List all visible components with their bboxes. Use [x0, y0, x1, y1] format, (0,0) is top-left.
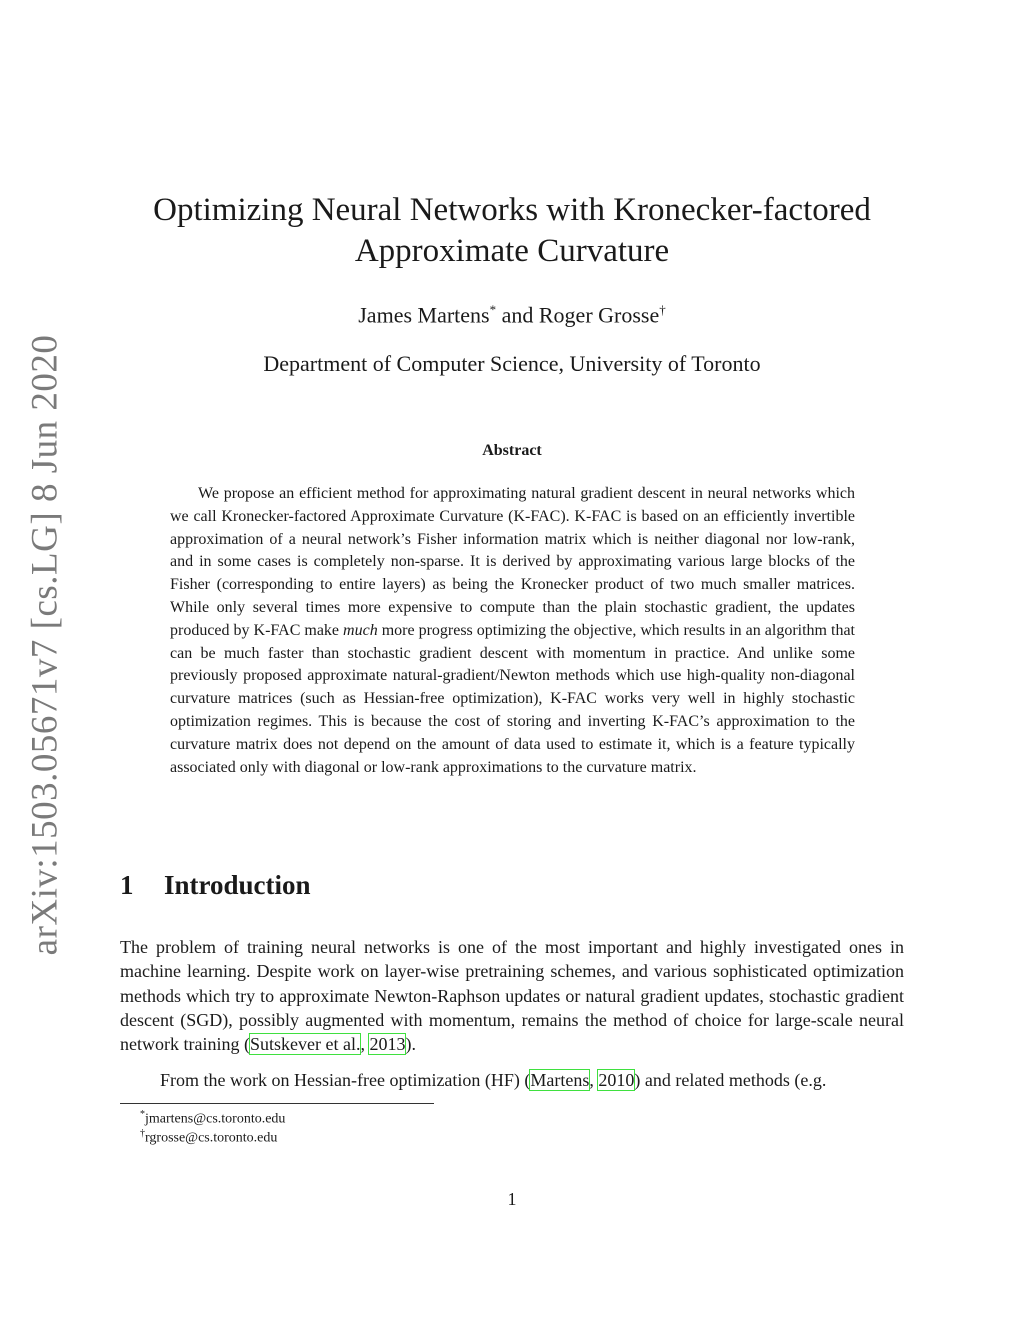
intro-paragraph-1-end: ).: [405, 1034, 416, 1055]
paper-title-line-2: Approximate Curvature: [354, 233, 670, 269]
footnote-text: rgrosse@cs.toronto.edu: [145, 1130, 278, 1146]
intro-paragraph-1-text: The problem of training neural networks is one of the most important and highly investigated ones in machine learning. Despite work on layer-wise pretraining schemes, and various sophisticated optimization methods which try to approximate Newton-Raphson updates or natural gradient updates, stochastic gradient descent (SGD), possibly augmented with momentum, remains the method of choice for large-scale neural network training (: [120, 937, 904, 1055]
footnote-mark: *: [140, 1109, 145, 1120]
footnote-text: jmartens@cs.toronto.edu: [145, 1111, 286, 1127]
footnote-martens-email: [140, 1109, 285, 1128]
abstract-emphasis: much: [343, 621, 378, 639]
abstract-body: [170, 483, 855, 779]
section-heading-introduction: [120, 870, 311, 901]
citation-link-sutskever-year[interactable]: 2013: [369, 1034, 406, 1055]
footnote-mark: †: [140, 1128, 145, 1139]
abstract-heading: Abstract: [482, 442, 542, 459]
abstract-text-part-2: more progress optimizing the objective, which results in an algorithm that can be much faster than stochastic gradient descent with momentum in practice. And unlike some previously proposed approximate natural-gradient/Newton methods which use high-quality non-diagonal curvature matrices (such as Hessian-free optimization), K-FAC works very well in highly stochastic optimization regimes. This is because the cost of storing and inverting K-FAC’s approximation to the curvature matrix does not depend on the amount of data used to estimate it, which is a feature typically associated only with diagonal or low-rank approximations to the curvature matrix.: [170, 621, 855, 776]
intro-paragraph-2: [120, 1068, 904, 1092]
arxiv-identifier: arXiv:1503.05671v7 [cs.LG] 8 Jun 2020: [24, 334, 66, 956]
intro-paragraph-2-text: From the work on Hessian-free optimization (HF) (: [160, 1070, 531, 1090]
citation-link-sutskever[interactable]: Sutskever et al.: [249, 1034, 361, 1055]
author-connector: and: [496, 302, 539, 328]
intro-paragraph-1: [120, 935, 904, 1056]
paper-title-line-1: Optimizing Neural Networks with Kronecker-factored: [153, 192, 871, 228]
section-title: Introduction: [164, 870, 311, 900]
citation-separator: ,: [589, 1070, 599, 1090]
abstract-text-part-1: We propose an efficient method for approximating natural gradient descent in neural networks which we call Kronecker-factored Approximate Curvature (K-FAC). K-FAC is based on an efficiently invertible approximation of a neural network’s Fisher information matrix which is neither diagonal nor low-rank, and in some cases is completely non-sparse. It is derived by approximating various large blocks of the Fisher (corresponding to entire layers) as being the Kronecker product of two much smaller matrices. While only several times more expensive to compute than the plain stochastic gradient, the updates produced by K-FAC make: [170, 485, 855, 639]
section-number: 1: [120, 870, 134, 900]
author-martens: James Martens: [358, 302, 490, 328]
author-grosse: Roger Grosse: [538, 302, 660, 328]
paper-title: [100, 190, 924, 272]
footnote-grosse-email: [140, 1128, 277, 1147]
author-martens-footnote-mark: *: [489, 302, 497, 317]
citation-link-martens-year[interactable]: 2010: [598, 1070, 635, 1090]
intro-paragraph-2-end: ) and related methods (e.g.: [634, 1070, 827, 1090]
author-list: [100, 302, 924, 328]
page-number: 1: [507, 1189, 517, 1209]
author-grosse-footnote-mark: †: [659, 302, 666, 317]
citation-separator: ,: [360, 1034, 370, 1055]
citation-link-martens[interactable]: Martens: [530, 1070, 590, 1090]
affiliation: Department of Computer Science, University of Toronto: [263, 351, 761, 376]
footnote-divider: [120, 1103, 434, 1104]
